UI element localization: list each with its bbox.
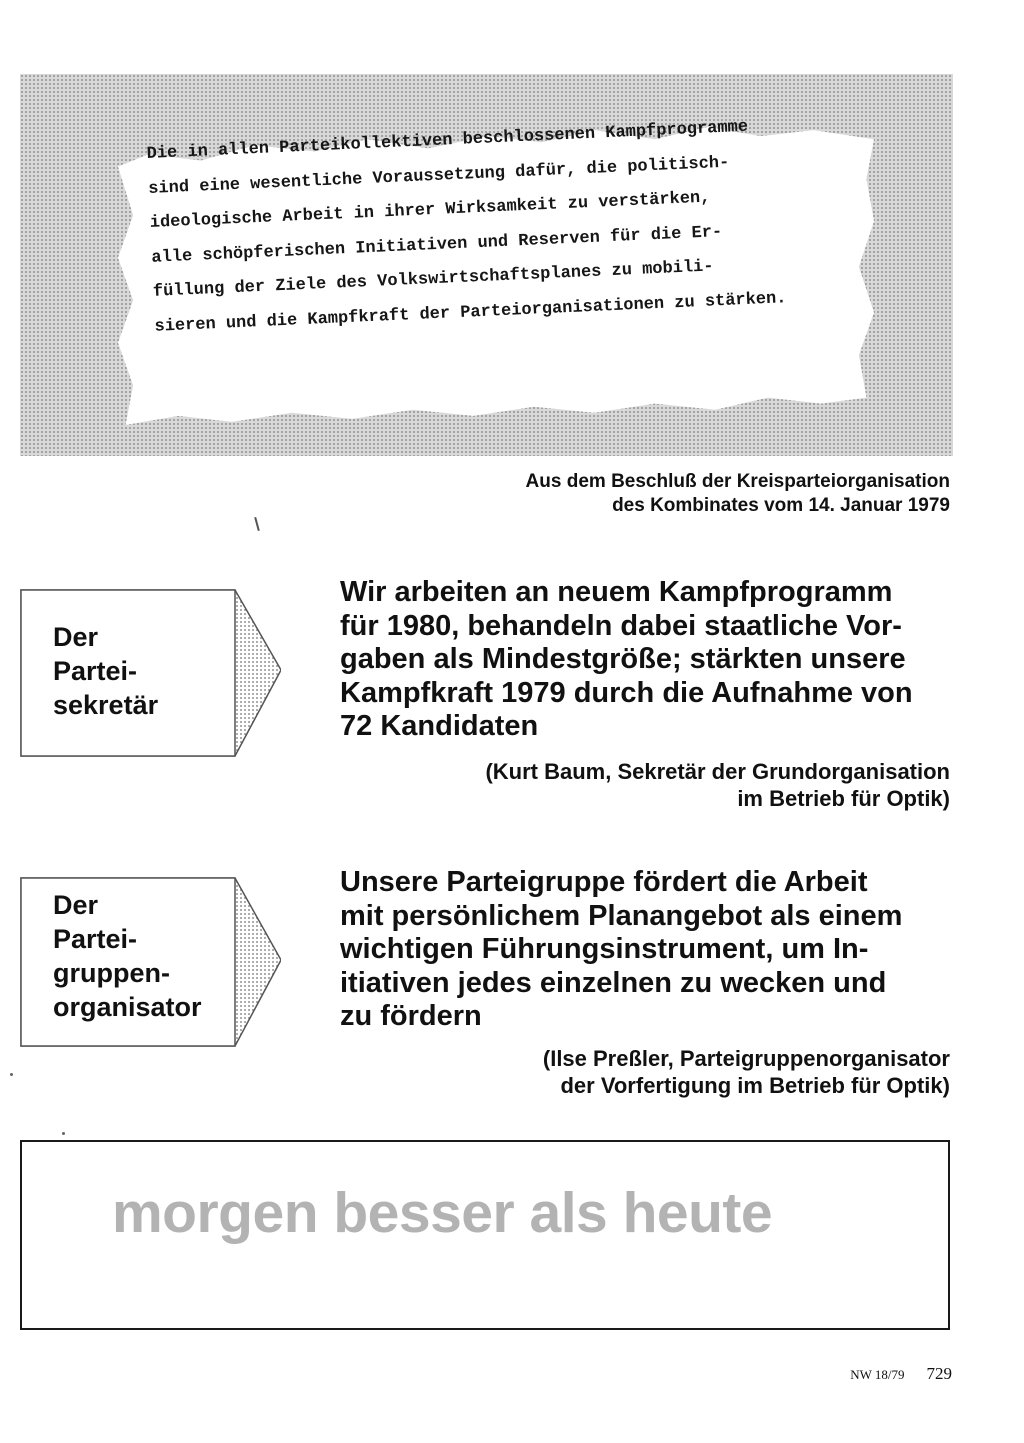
statement-line: Kampfkraft 1979 durch die Aufnahme von xyxy=(340,676,913,709)
statement-line: Unsere Parteigruppe fördert die Arbeit xyxy=(340,866,868,898)
journal-reference: NW 18/79 xyxy=(850,1367,905,1382)
attribution-line: der Vorfertigung im Betrieb für Optik) xyxy=(560,1073,950,1098)
role-arrow-box-secretary xyxy=(19,588,281,763)
statement-line: wichtigen Führungsinstrument, um In- xyxy=(340,933,869,965)
statement-line: Wir arbeiten an neuem Kampfprogramm xyxy=(340,576,893,608)
page-number: 729 xyxy=(926,1364,952,1383)
attribution-secretary xyxy=(340,758,950,812)
quote-line: ideologische Arbeit in ihrer Wirksamkeit zu verstärken, xyxy=(149,188,711,233)
statement-line: itiativen jedes einzelnen zu wecken und xyxy=(340,966,887,999)
statement-line: mit persönlichem Planangebot als einem xyxy=(340,899,903,932)
quote-line: füllung der Ziele des Volkswirtschaftsplanes zu mobili- xyxy=(152,257,714,302)
print-speck xyxy=(62,1132,65,1135)
attribution-line: (Ilse Preßler, Parteigruppenorganisator xyxy=(542,1046,950,1071)
typewritten-quote xyxy=(146,105,875,344)
quote-line: sind eine wesentliche Voraussetzung dafür, die politisch- xyxy=(147,153,730,199)
statement-line: zu fördern xyxy=(340,1000,482,1032)
page-footer xyxy=(780,1364,952,1384)
quote-source-caption xyxy=(380,470,950,518)
statement-group-organizer xyxy=(340,866,952,1034)
print-mark xyxy=(254,517,260,531)
attribution-line: im Betrieb für Optik) xyxy=(737,786,950,811)
slogan-box xyxy=(20,1140,950,1330)
quote-line: alle schöpferischen Initiativen und Reserven für die Er- xyxy=(151,222,723,268)
print-speck xyxy=(10,1073,13,1076)
statement-secretary xyxy=(340,576,952,744)
role-arrow-box-group-organizer xyxy=(19,876,281,1051)
role-label-group-organizer: Der Partei- gruppen- organisator xyxy=(53,890,202,1022)
statement-line: gaben als Mindestgröße; stärkten unsere xyxy=(340,643,906,675)
quote-line: sieren und die Kampfkraft der Parteiorganisationen zu stärken. xyxy=(154,288,787,337)
statement-line: 72 Kandidaten xyxy=(340,710,539,742)
role-label-secretary: Der Partei- sekretär xyxy=(53,622,159,720)
statement-line: für 1980, behandeln dabei staatliche Vor- xyxy=(340,609,902,642)
quote-line: Die in allen Parteikollektiven beschlossenen Kampfprogramme xyxy=(146,117,749,164)
caption-line: Aus dem Beschluß der Kreisparteiorganisation xyxy=(525,471,950,492)
attribution-line: (Kurt Baum, Sekretär der Grundorganisation xyxy=(485,759,950,784)
caption-line: des Kombinates vom 14. Januar 1979 xyxy=(612,495,950,516)
attribution-group-organizer xyxy=(340,1045,950,1099)
slogan-text: morgen besser als heute xyxy=(112,1181,773,1245)
